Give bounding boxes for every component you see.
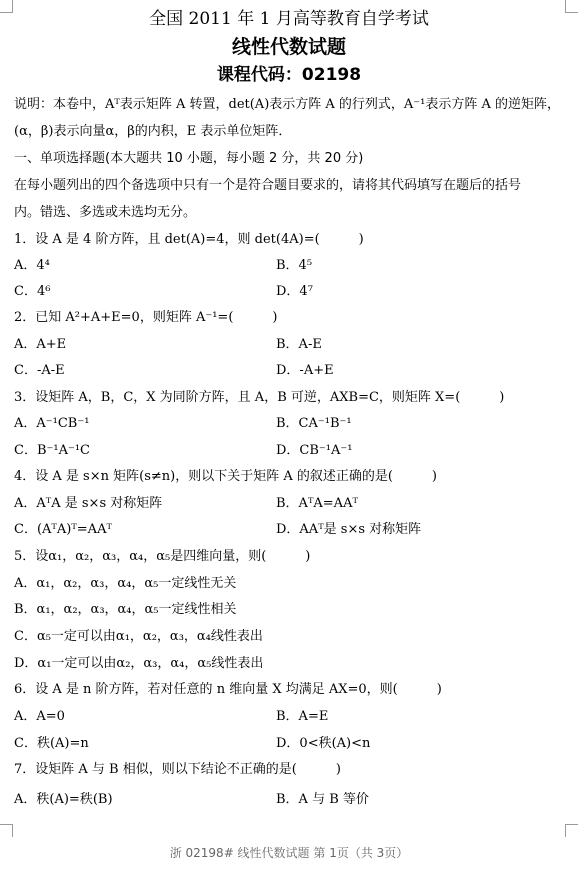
question-5-stem: 5．设α₁，α₂，α₃，α₄，α₅是四维向量，则( ) xyxy=(14,549,311,564)
question-3-option-d: D．CB⁻¹A⁻¹ xyxy=(276,443,353,458)
question-2-option-d: D．-A+E xyxy=(276,363,334,378)
question-3-option-a: A．A⁻¹CB⁻¹ xyxy=(14,416,90,431)
question-3-option-b: B．CA⁻¹B⁻¹ xyxy=(276,416,352,431)
instruction-line-2: 内。错选、多选或未选均无分。 xyxy=(14,205,197,220)
question-7-stem: 7．设矩阵 A 与 B 相似，则以下结论不正确的是( ) xyxy=(14,762,341,777)
question-1-stem: 1．设 A 是 4 阶方阵，且 det(A)=4，则 det(4A)=( ) xyxy=(14,232,364,247)
question-6-option-a: A．A=0 xyxy=(14,709,65,724)
question-4-option-d: D．AAᵀ是 s×s 对称矩阵 xyxy=(276,522,422,537)
question-6-option-b: B．A=E xyxy=(276,709,329,724)
question-4-option-b: B．AᵀA=AAᵀ xyxy=(276,496,358,511)
question-7-option-a: A．秩(A)=秩(B) xyxy=(14,792,113,807)
question-7-option-b: B．A 与 B 等价 xyxy=(276,792,369,807)
course-code: 课程代码：02198 xyxy=(216,65,362,85)
exam-title: 全国 2011 年 1 月高等教育自学考试 xyxy=(149,9,429,29)
question-1-option-c: C．4⁶ xyxy=(14,284,51,299)
question-4-option-c: C．(AᵀA)ᵀ=AAᵀ xyxy=(14,522,112,537)
crop-mark-bottom-right xyxy=(565,824,578,837)
question-2-stem: 2．已知 A²+A+E=0，则矩阵 A⁻¹=( ) xyxy=(14,310,278,325)
question-6-stem: 6．设 A 是 n 阶方阵，若对任意的 n 维向量 X 均满足 AX=0，则( ) xyxy=(14,682,442,697)
question-1-option-d: D．4⁷ xyxy=(276,284,313,299)
question-3-option-c: C．B⁻¹A⁻¹C xyxy=(14,443,90,458)
question-2-option-b: B．A-E xyxy=(276,337,322,352)
question-3-stem: 3．设矩阵 A，B，C，X 为同阶方阵，且 A，B 可逆，AXB=C，则矩阵 X=( ) xyxy=(14,390,505,405)
question-5-option-d: D．α₁一定可以由α₂，α₃，α₄，α₅线性表出 xyxy=(14,656,264,671)
question-4-option-a: A．AᵀA 是 s×s 对称矩阵 xyxy=(14,496,163,511)
question-6-option-c: C．秩(A)=n xyxy=(14,736,89,751)
page-footer: 浙 02198# 线性代数试题 第 1页（共 3页） xyxy=(169,846,409,860)
question-5-option-a: A．α₁，α₂，α₃，α₄，α₅一定线性无关 xyxy=(14,576,237,591)
question-5-option-c: C．α₅一定可以由α₁，α₂，α₃，α₄线性表出 xyxy=(14,629,263,644)
instruction-line-1: 在每小题列出的四个备选项中只有一个是符合题目要求的，请将其代码填写在题后的括号 xyxy=(14,178,522,193)
subject-title: 线性代数试题 xyxy=(231,36,346,58)
question-2-option-a: A．A+E xyxy=(14,337,67,352)
intro-line-2: (α，β)表示向量α，β的内积，E 表示单位矩阵． xyxy=(14,124,292,139)
question-1-option-b: B．4⁵ xyxy=(276,258,313,273)
question-5-option-b: B．α₁，α₂，α₃，α₄，α₅一定线性相关 xyxy=(14,602,237,617)
question-6-option-d: D．0<秩(A)<n xyxy=(276,736,371,751)
crop-mark-bottom-left xyxy=(0,824,13,837)
section-heading: 一、单项选择题(本大题共 10 小题，每小题 2 分，共 20 分) xyxy=(14,151,364,166)
question-2-option-c: C．-A-E xyxy=(14,363,65,378)
intro-line-1: 说明：本卷中，Aᵀ表示矩阵 A 转置，det(A)表示方阵 A 的行列式，A⁻¹表示方阵 A 的逆矩阵， xyxy=(14,97,561,112)
question-4-stem: 4．设 A 是 s×n 矩阵(s≠n)，则以下关于矩阵 A 的叙述正确的是( ) xyxy=(14,469,438,484)
question-1-option-a: A．4⁴ xyxy=(14,258,50,273)
